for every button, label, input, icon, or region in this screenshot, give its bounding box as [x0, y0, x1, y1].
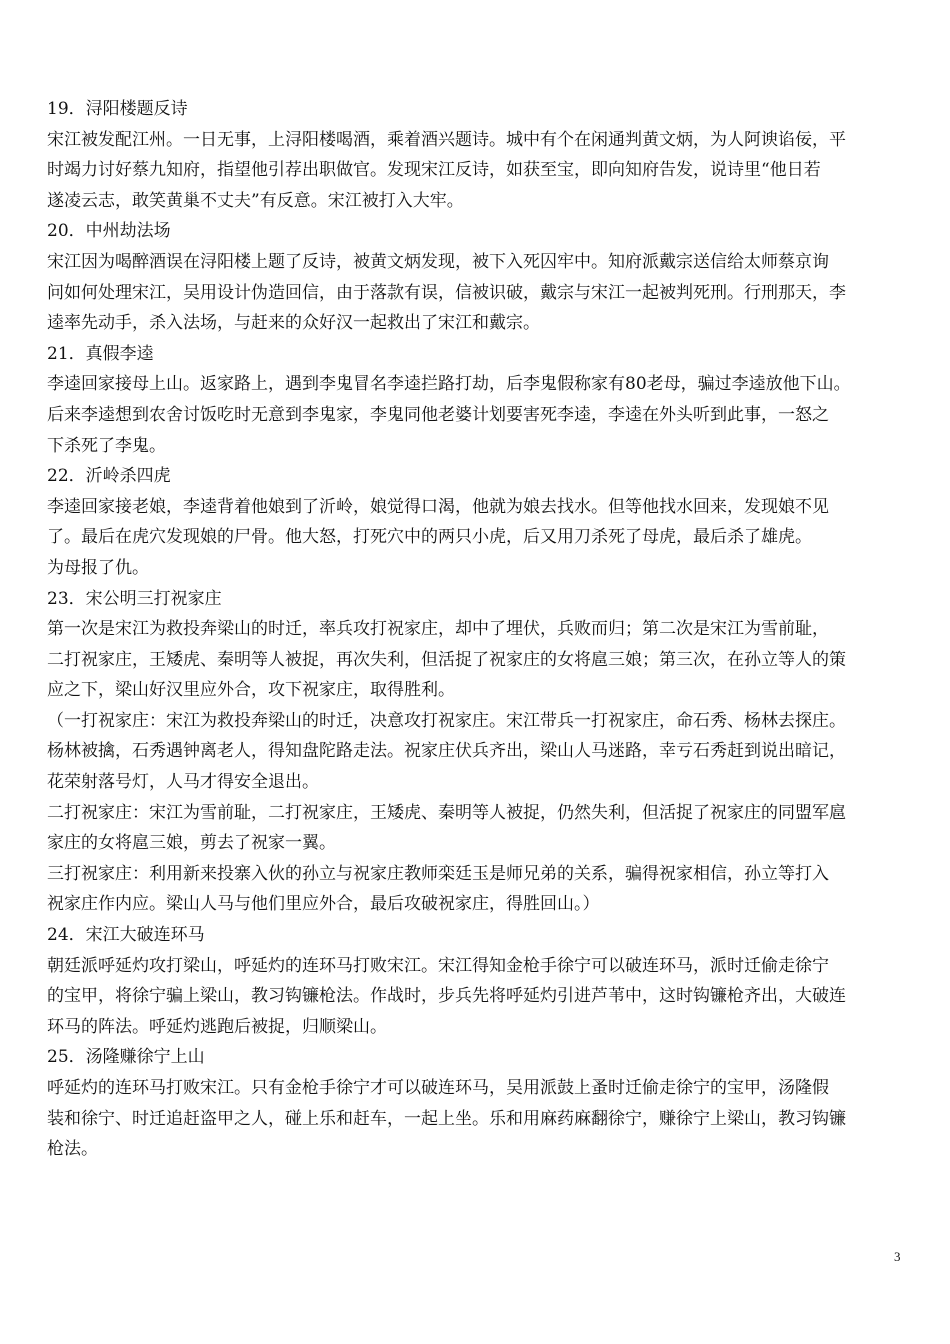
paragraph-line: 李逵回家接母上山。返家路上，遇到李鬼冒名李逵拦路打劫，后李鬼假称家有80老母，骗过李逵放他下山。: [47, 374, 851, 395]
paragraph-line: 应之下，梁山好汉里应外合，攻下祝家庄，取得胜利。: [47, 680, 455, 701]
paragraph-line: （一打祝家庄：宋江为救投奔梁山的时迁，决意攻打祝家庄。宋江带兵一打祝家庄，命石秀、杨林去探庄。: [47, 710, 846, 731]
page-number: 3: [894, 1249, 901, 1264]
section-heading-21: 21．真假李逵: [47, 343, 154, 364]
paragraph-line: 为母报了仇。: [47, 557, 149, 578]
paragraph-line: 第一次是宋江为救投奔梁山的时迁，率兵攻打祝家庄，却中了埋伏，兵败而归；第二次是宋江为雪前耻，: [47, 619, 829, 640]
paragraph-line: 逵率先动手，杀入法场，与赶来的众好汉一起救出了宋江和戴宗。: [47, 313, 540, 334]
document-body: [47, 94, 909, 1165]
section-heading-22: 22．沂岭杀四虎: [47, 466, 171, 487]
paragraph-line: 花荣射落号灯，人马才得安全退出。: [47, 772, 319, 793]
paragraph-line: 枪法。: [47, 1139, 98, 1160]
section-heading-24: 24．宋江大破连环马: [47, 925, 205, 946]
paragraph-line: 遂凌云志，敢笑黄巢不丈夫”有反意。宋江被打入大牢。: [47, 190, 464, 211]
paragraph-line: 祝家庄作内应。梁山人马与他们里应外合，最后攻破祝家庄，得胜回山。）: [47, 894, 600, 915]
paragraph-line: 下杀死了李鬼。: [47, 435, 166, 456]
paragraph-line: 三打祝家庄：利用新来投寨入伙的孙立与祝家庄教师栾廷玉是师兄弟的关系，骗得祝家相信，孙立等打入: [47, 863, 829, 884]
section-heading-19: 19．浔阳楼题反诗: [47, 99, 188, 119]
paragraph-line: 了。最后在虎穴发现娘的尸骨。他大怒，打死穴中的两只小虎，后又用刀杀死了母虎，最后杀了雄虎。: [47, 527, 812, 548]
paragraph-line: 环马的阵法。呼延灼逃跑后被捉，归顺梁山。: [47, 1016, 387, 1037]
paragraph-line: 杨林被擒，石秀遇钟离老人，得知盘陀路走法。祝家庄伏兵齐出，梁山人马迷路，幸亏石秀赶到说出暗记，: [47, 741, 846, 762]
paragraph-line: 二打祝家庄：宋江为雪前耻，二打祝家庄，王矮虎、秦明等人被捉，仍然失利，但活捉了祝家庄的同盟军扈: [47, 802, 846, 823]
paragraph-line: 宋江因为喝醉酒误在浔阳楼上题了反诗，被黄文炳发现，被下入死囚牢中。知府派戴宗送信给太师蔡京询: [47, 251, 829, 272]
paragraph-line: 宋江被发配江州。一日无事，上浔阳楼喝酒，乘着酒兴题诗。城中有个在闲通判黄文炳，为人阿谀谄佞，平: [47, 129, 846, 150]
paragraph-line: 时竭力讨好蔡九知府，指望他引荐出职做官。发现宋江反诗，如获至宝，即向知府告发，说诗里“他日若: [47, 160, 821, 181]
paragraph-line: 二打祝家庄，王矮虎、秦明等人被捉，再次失利，但活捉了祝家庄的女将扈三娘；第三次，在孙立等人的策: [47, 649, 846, 670]
paragraph-line: 的宝甲，将徐宁骗上梁山，教习钩镰枪法。作战时，步兵先将呼延灼引进芦苇中，这时钩镰枪齐出，大破连: [47, 986, 846, 1007]
paragraph-line: 后来李逵想到农舍讨饭吃时无意到李鬼家，李鬼同他老婆计划要害死李逵，李逵在外头听到此事，一怒之: [47, 404, 829, 425]
section-heading-23: 23．宋公明三打祝家庄: [47, 588, 222, 609]
paragraph-line: 装和徐宁、时迁追赶盗甲之人，碰上乐和赶车，一起上坐。乐和用麻药麻翻徐宁，赚徐宁上梁山，教习钩镰: [47, 1108, 846, 1129]
section-heading-25: 25．汤隆赚徐宁上山: [47, 1047, 205, 1068]
paragraph-line: 家庄的女将扈三娘，剪去了祝家一翼。: [47, 833, 336, 854]
paragraph-line: 呼延灼的连环马打败宋江。只有金枪手徐宁才可以破连环马，吴用派鼓上蚤时迁偷走徐宁的宝甲，汤隆假: [47, 1078, 829, 1098]
paragraph-line: 李逵回家接老娘，李逵背着他娘到了沂岭，娘觉得口渴，他就为娘去找水。但等他找水回来，发现娘不见: [47, 496, 829, 517]
section-heading-20: 20．中州劫法场: [47, 221, 171, 242]
paragraph-line: 朝廷派呼延灼攻打梁山，呼延灼的连环马打败宋江。宋江得知金枪手徐宁可以破连环马，派时迁偷走徐宁: [47, 955, 829, 976]
paragraph-line: 问如何处理宋江，吴用设计伪造回信，由于落款有误，信被识破，戴宗与宋江一起被判死刑。行刑那天，李: [47, 282, 846, 303]
